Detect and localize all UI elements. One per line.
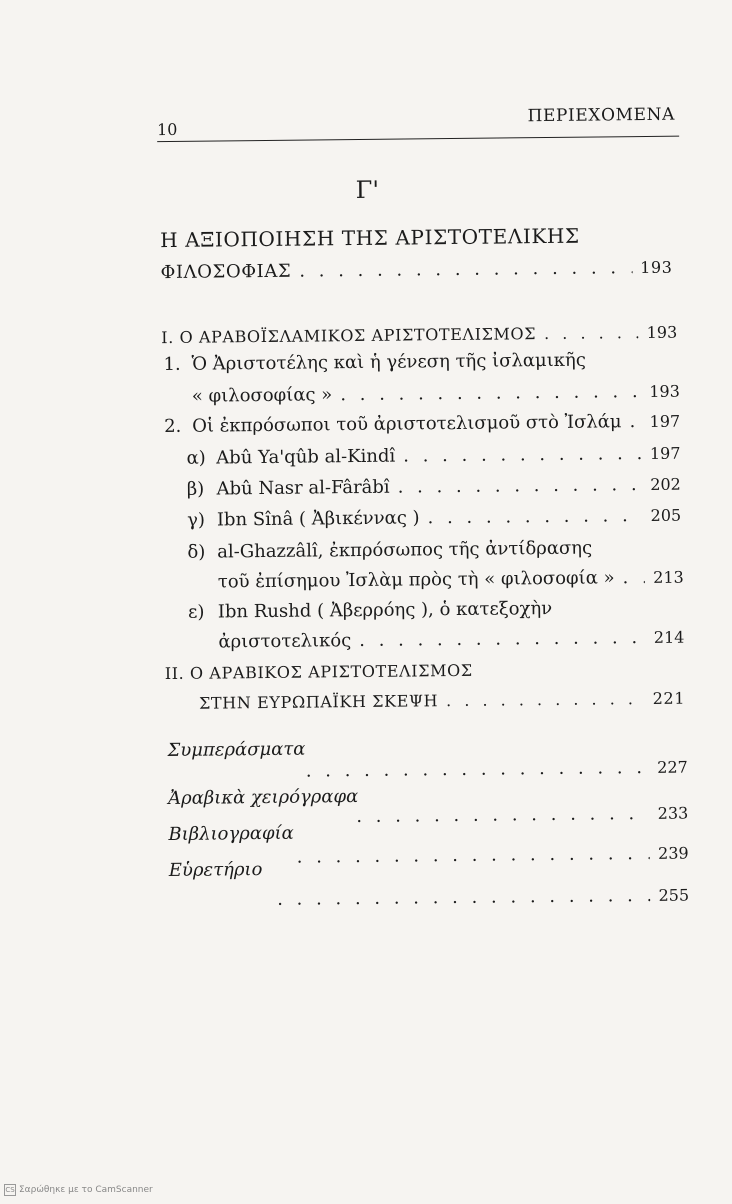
subitem-marker: α) xyxy=(186,447,206,469)
toc-entry-chapter-2[interactable] xyxy=(199,689,685,713)
toc-subitem-d-line1: δ) al-Ghazzâlî, ἐκπρόσωπος τῆς ἀντίδρασης xyxy=(187,537,593,563)
toc-back-matter-bibliography-label[interactable]: Βιβλιογραφία xyxy=(168,822,294,846)
dot-leader xyxy=(544,323,639,343)
toc-item-1-line1: 1. Ὁ Ἀριστοτέλης καὶ ἡ γένεση τῆς ἰσλαμικῆς xyxy=(163,349,586,376)
toc-page-number: 227 xyxy=(657,757,688,777)
toc-page-number: 233 xyxy=(657,803,689,823)
dot-leader xyxy=(297,843,651,868)
subitem-marker: γ) xyxy=(187,509,206,531)
toc-entry-label: « φιλοσοφίας » xyxy=(191,384,333,407)
toc-entry-chapter-1[interactable] xyxy=(161,323,677,347)
dot-leader xyxy=(306,757,650,782)
toc-page-number: 197 xyxy=(649,443,681,463)
toc-page-number: 221 xyxy=(652,688,686,708)
toc-entry-label: ἀριστοτελικός xyxy=(218,630,352,653)
section-mark: Γ' xyxy=(355,175,380,205)
toc-entry-label: Abû Nasr al-Fârâbî xyxy=(216,476,390,500)
scanner-watermark: CS Σαρώθηκε με το CamScanner xyxy=(5,1185,153,1195)
dot-leader xyxy=(428,505,643,528)
toc-entry-label: ΣΤΗΝ ΕΥΡΩΠΑΪΚΗ ΣΚΕΨΗ xyxy=(198,691,439,713)
part-title-line1: Η ΑΞΙΟΠΟΙΗΣΗ ΤΗΣ ΑΡΙΣΤΟΤΕΛΙΚΗΣ xyxy=(160,223,580,253)
toc-entry-label: Ibn Sînâ ( Ἀβικέννας ) xyxy=(216,507,420,531)
dot-leader xyxy=(277,885,651,910)
toc-page-number: 205 xyxy=(650,505,682,525)
toc-subitem-e-line1: ε) Ibn Rushd ( Ἀβερρόης ), ὁ κατεξοχὴν xyxy=(188,597,553,623)
dot-leader xyxy=(629,411,641,432)
toc-page-number: 197 xyxy=(649,411,681,431)
toc-entry-item-2[interactable] xyxy=(164,411,680,437)
toc-back-matter-conclusions-leader xyxy=(168,757,688,783)
toc-entry-subitem-b[interactable] xyxy=(187,474,681,500)
toc-page-number: 255 xyxy=(658,885,690,905)
toc-page-number: 193 xyxy=(649,381,680,401)
toc-entry-subitem-d[interactable] xyxy=(218,567,684,593)
toc-back-matter-conclusions-label[interactable]: Συμπεράσματα xyxy=(167,738,306,762)
toc-entry-subitem-a[interactable] xyxy=(186,443,680,469)
dot-leader xyxy=(403,443,642,466)
toc-entry-label: Abû Ya'qûb al-Kindî xyxy=(216,445,396,469)
toc-entry-label: 2. Οἱ ἐκπρόσωποι τοῦ ἀριστοτελισμοῦ στὸ Ἰσλάμ xyxy=(164,411,622,438)
dot-leader xyxy=(356,803,650,827)
page-number: 10 xyxy=(156,119,178,140)
toc-page-number: 193 xyxy=(640,257,673,278)
dot-leader xyxy=(446,689,645,710)
toc-entry-subitem-e[interactable] xyxy=(218,627,684,653)
item-number: 1. xyxy=(163,353,181,376)
toc-page-number: 239 xyxy=(658,843,689,863)
toc-page-number: 193 xyxy=(646,322,678,342)
subitem-marker: β) xyxy=(186,478,205,500)
running-head: ΠΕΡΙΕΧΟΜΕΝΑ xyxy=(527,104,676,127)
toc-entry-label: τοῦ ἐπίσημου Ἰσλὰμ πρὸς τὴ « φιλοσοφία » xyxy=(217,567,615,593)
toc-entry-subitem-c[interactable] xyxy=(187,505,681,531)
subitem-marker: δ) xyxy=(187,541,206,563)
toc-page-number: 202 xyxy=(650,474,681,494)
header-rule xyxy=(157,136,679,142)
toc-back-matter-manuscripts-label[interactable]: Ἀραβικὰ χειρόγραφα xyxy=(167,786,359,810)
dot-leader xyxy=(340,381,641,405)
toc-entry-part-title[interactable] xyxy=(160,257,672,283)
toc-chapter-2-line1: II. Ο ΑΡΑΒΙΚΟΣ ΑΡΙΣΤΟΤΕΛΙΣΜΟΣ xyxy=(164,660,473,684)
toc-entry-label: ΦΙΛΟΣΟΦΙΑΣ xyxy=(160,260,292,284)
dot-leader xyxy=(359,627,646,651)
subitem-marker: ε) xyxy=(188,601,205,623)
dot-leader xyxy=(622,567,645,588)
dot-leader xyxy=(299,257,632,281)
toc-page-number: 213 xyxy=(653,567,684,587)
item-number: 2. xyxy=(164,415,182,438)
toc-entry-item-1[interactable] xyxy=(192,381,680,407)
toc-back-matter-index-leader xyxy=(169,885,689,911)
camscanner-icon: CS xyxy=(5,1186,15,1194)
toc-page-number: 214 xyxy=(653,627,685,647)
toc-back-matter-index-label[interactable]: Εὑρετήριο xyxy=(168,859,263,882)
toc-entry-label: I. Ο ΑΡΑΒΟΪΣΛΑΜΙΚΟΣ ΑΡΙΣΤΟΤΕΛΙΣΜΟΣ xyxy=(161,324,537,348)
dot-leader xyxy=(398,474,643,498)
